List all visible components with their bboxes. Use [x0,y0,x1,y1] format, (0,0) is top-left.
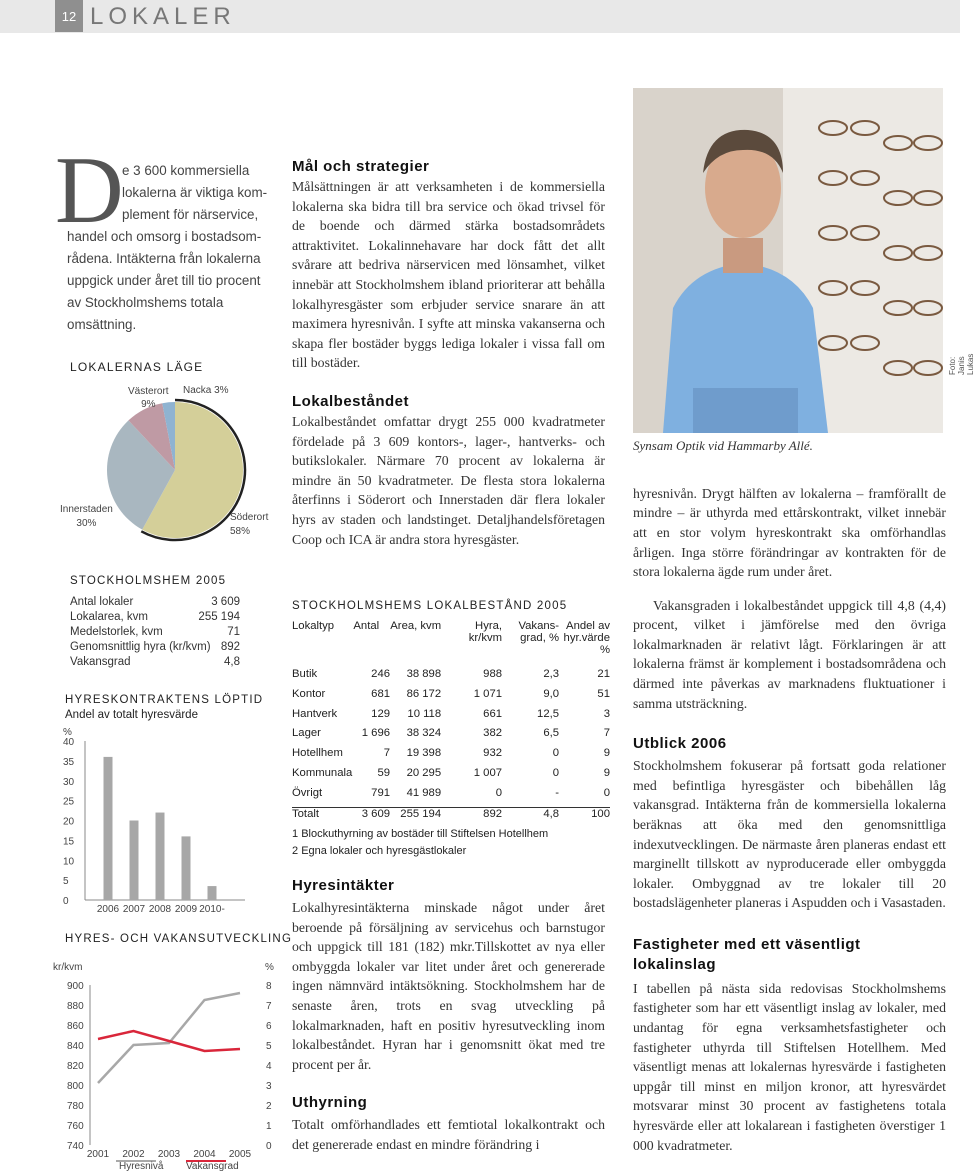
table-cell: 1 071 [473,687,503,700]
table-cell: 7 [383,747,391,760]
line-y-tick-left: 740 [67,1141,84,1152]
line-x-tick: 2004 [193,1149,216,1160]
line-y-tick-left: 860 [67,1021,84,1032]
intro-line: handel och omsorg i bostadsom- [67,229,262,244]
stats-row [70,595,240,610]
table-cell: 988 [483,668,503,680]
stats-row [70,625,240,640]
table-cell: 0 [603,786,610,799]
line-x-tick: 2002 [122,1149,145,1160]
stats-label: Medelstorlek, kvm [70,626,163,638]
line-series-hyresniva [98,993,240,1083]
th-hyra: Hyra, kr/kvm [468,620,503,644]
paragraph-lokalbestand: Lokalbeståndet omfattar drygt 255 000 kvadratmeter fördelade på 3 609 kontors-, lager-, hantverks- och butikslokaler. Närmare 70 procent av lokalerna är mindre än 50 kvadratmeter. De flesta stora lokalerna återfinns i Söderort och Innerstaden där flera lokaler hyrs av staden och landstinget. Detaljhandelsföretagen Coop och ICA är andra stora hyresgäster. [292,413,605,547]
line-y-tick-left: 820 [67,1061,84,1072]
stats-row [70,640,240,655]
section-title: LOKALER [90,3,236,30]
table-cell: Övrigt [292,786,323,799]
heading-mal: Mål och strategier [292,158,430,175]
line-y-tick-left: 800 [67,1081,84,1092]
stats-label: Antal lokaler [70,596,134,608]
bar [104,757,113,900]
table-cell: 21 [597,668,610,680]
intro-line: e 3 600 kommersiella [122,163,250,178]
bar-y-unit: % [63,727,72,738]
stats-label: Vakansgrad [70,656,131,668]
bar-y-tick: 40 [63,737,75,748]
table-cell: 41 989 [406,786,442,799]
bar [182,836,191,900]
pie-label-innerstaden [60,503,113,531]
paragraph-utblick: Stockholmshem fokuserar på fortsatt goda relationer med befintliga hyresgäster och bibehållen låg vakansgrad. Intäkterna från de kommersiella lokalerna beräknas att öka med den genomsnittliga indexutvecklingen. De närmaste åren planeras endast ett marginellt tillskott av nyproducerade eller ombyggda lokaler. Ombyggnad av tre lokaler till 20 bostadslägenheter planeras i Aspudden och i Vasastaden. [633,758,946,911]
table-cell: 661 [483,707,503,720]
line-y-tick-right: 7 [266,1001,272,1012]
stats-value: 255 194 [198,611,240,623]
pie-label-soderort-name: Söderort [230,512,269,523]
heading-hyresintakter: Hyresintäkter [292,877,395,894]
stats-label: Genomsnittlig hyra (kr/kvm) [70,641,211,653]
line-y-tick-right: 3 [266,1081,272,1092]
bar-y-tick: 35 [63,756,75,768]
intro-line: omsättning. [67,317,137,332]
intro-line: rådena. Intäkterna från lokalerna [67,251,261,266]
table-cell: Hantverk [292,707,338,720]
legend-label: Vakansgrad [186,1161,239,1172]
table-cell: Totalt [292,807,353,827]
paragraph-hyresniva: hyresnivån. Drygt hälften av lokalerna – framförallt de mindre – är uthyrda med ettårskontrakt, vilket innebär att en stor volym hyreskontrakt ska omförhandlas årligen. Inga större förändringar av kontrakten för de stora lokalerna ägde rum under året. [633,485,946,580]
pie-label-vasterort [128,385,169,411]
table-cell: 9 [603,766,610,779]
table-cell: Hotellhem [292,747,343,760]
lokal-table [292,620,610,827]
photo-optician [633,88,943,433]
intro-line: plement för närservice, [122,207,259,222]
pie-label-soderort [230,511,268,539]
stats-title: STOCKHOLMSHEM 2005 [70,575,227,587]
footnote-2 [292,843,548,860]
table-row [292,767,610,787]
table-cell: 59 [377,766,391,779]
footnote-1 [292,826,548,843]
table-cell: 19 398 [406,747,442,760]
line-y-tick-right: 1 [266,1121,272,1132]
table-row [292,688,610,708]
table-cell: 6,5 [543,727,560,740]
table-cell: 246 [371,668,391,680]
table-cell: 2,3 [543,668,560,680]
line-series-vakansgrad [98,1031,240,1051]
bar [130,821,139,901]
table-row [292,747,610,767]
line-y-tick-right: 6 [266,1021,272,1032]
bar-subtitle: Andel av totalt hyresvärde [65,709,198,721]
footnote-2-text: Egna lokaler och hyresgästlokaler [301,845,467,857]
table-cell: 0 [552,747,560,760]
table-cell: 9,0 [543,687,560,700]
line-x-tick: 2005 [228,1149,252,1160]
paragraph-fastigheter: I tabellen på nästa sida redovisas Stockholmshems fastigheter som har ett väsentligt inslag av lokaler, med undantag för egna verksamhetsfastigheter och fastigheter uthyrda till Stiftelsen Hotellhem. Med väsentligt menas att lokalernas hyresvärde i fastigheten uppgår till minst en miljon kronor, att hyresvärdet motsvarar minst 30 procent av fastighetens totala hyresvärde eller att lokalarean i fastigheten överstiger 1 000 kvadratmeter. [633,980,946,1153]
pie-label-soderort-pct: 58% [230,526,251,537]
table-header-row [292,620,610,668]
column-2-lower [292,877,605,1155]
table-cell: 38 898 [406,668,442,680]
stats-row [70,655,240,670]
paragraph-vakansgrad: Vakansgraden i lokalbeståndet uppgick till 4,8 (4,4) procent, vilket i jämförelse med den övriga lokalmarknaden är relativt lågt. Förklaringen är att lokalerna främst är komplement i bostadsområdena och därmed inte påverkas av marknadens fluktuationer i samma utsträckning. [633,597,946,711]
bar-x-tick: 2009 [174,904,198,915]
footnotes [292,826,548,860]
th-andel: Andel av hyr.värde % [563,620,610,656]
th-area: Area, kvm [390,620,442,632]
bar-x-tick: 2010- [199,904,225,915]
table-cell: 932 [483,747,503,760]
bar-y-tick: 0 [63,896,69,907]
line-y-tick-left: 780 [67,1101,84,1112]
table-cell: 3 [603,707,610,720]
photo-credit: Foto: Janis Lukas [948,353,975,375]
table-cell: 86 172 [406,687,442,700]
stats-value: 4,8 [224,656,240,668]
line-x-tick: 2003 [157,1149,181,1160]
table-row [292,708,610,728]
table-cell: 38 324 [406,727,442,740]
footnote-1-mark: 1 [292,828,299,840]
bar-y-tick: 10 [63,856,75,868]
table-cell: Butik [292,668,318,680]
bar [208,886,217,900]
line-y-tick-left: 840 [67,1041,84,1052]
paragraph-uthyrning: Totalt omförhandlades ett femtiotal lokalkontrakt och det genererade endast en mindre förändring i [292,1117,605,1152]
th-vakansgrad: Vakans- grad, % [518,620,560,644]
stats-value: 892 [220,641,240,653]
stats-box [70,575,240,670]
table-cell: Kommunala [292,766,353,779]
bar-x-tick: 2006 [96,904,120,915]
pie-label-innerstaden-pct: 30% [76,518,97,529]
table-cell: 255 194 [390,807,451,827]
table-cell: 20 295 [406,766,442,779]
bar [156,813,165,900]
table-cell: 0 [495,786,503,799]
stats-value: 71 [227,626,240,638]
heading-uthyrning: Uthyrning [292,1094,368,1112]
line-y-tick-right: 2 [266,1101,272,1112]
bar-x-tick: 2007 [122,904,146,915]
table-cell: 9 [603,747,610,760]
page-number: 12 [55,0,83,32]
heading-lokalbestand: Lokalbeståndet [292,392,410,410]
table-cell: 100 [559,807,610,827]
table-cell: 1 007 [473,766,503,779]
table-cell: 4,8 [502,807,559,827]
line-y-tick-right: 5 [266,1041,272,1052]
bar-y-tick: 25 [63,796,75,808]
line-y-tick-left: 880 [67,1001,84,1012]
line-y-tick-right: 4 [266,1061,272,1072]
lokal-table-grid [292,620,610,827]
bar-y-tick: 15 [63,836,75,848]
table-row [292,668,610,688]
table-cell: 1 696 [361,727,391,740]
line-chart [50,955,285,1170]
stats-label: Lokalarea, kvm [70,611,148,623]
bar-y-tick: 5 [63,876,69,888]
table-cell: 10 118 [407,707,442,720]
table-cell: Lager [292,727,321,740]
intro-line: lokalerna är viktiga kom- [122,185,268,200]
intro-line: uppgick under året till tio procent [67,273,261,288]
photo-caption: Synsam Optik vid Hammarby Allé. [633,438,813,453]
table-cell: 0 [552,766,560,779]
intro-line: av Stockholmshems totala [67,295,224,310]
bar-title: HYRESKONTRAKTENS LÖPTID [65,694,264,706]
heading-utblick: Utblick 2006 [633,735,727,753]
pie-label-innerstaden-name: Innerstaden [60,504,113,515]
th-antal: Antal [353,620,380,632]
bar-y-tick: 20 [63,816,75,828]
paragraph-mal: Målsättningen är att verksamheten i de kommersiella lokalerna ska bidra till bra service och ökad trivsel för de boende och därmed stärka bostadsområdets attraktivitet. Lokalinnehavare har dock fått det allt svårare att bedriva närservicen med lönsamhet, vilket innebär att Stockholmshem ibland prioriterar att behålla lokalhyresgäster som erbjuder service snarare än att maximera hyresnivån. I syfte att minska vakanserna och skapa fler bostäder byggs lediga lokaler i vissa fall om till bostäder. [292,179,605,371]
footnote-2-mark: 2 [292,845,299,857]
column-2 [292,158,605,549]
line-title: HYRES- OCH VAKANSUTVECKLING [65,933,293,945]
line-y-tick-right: 8 [266,981,272,992]
pie-label-vasterort-pct: 9% [141,399,156,410]
stats-row [70,610,240,625]
photo-illustration [633,88,943,433]
table-title: STOCKHOLMSHEMS LOKALBESTÅND 2005 [292,600,568,612]
drop-cap: D [55,137,124,243]
table-cell: Kontor [292,687,326,700]
paragraph-hyresintakter: Lokalhyresintäkterna minskade något under året beroende på försäljning av servicehus och barnstugor och uppgick till 181 (182) mkr.Tillskottet av nya eller ombyggda lokaler var litet under året och genererade ingen nämnvärd intäktsökning. Stockholmshem har de senaste åren, trots en svag utveckling på lokalmarknaden, haft en positiv hyresutveckling inom lokalbeståndet. Hyran har i genomsnitt ökat med tre procent per år. [292,900,605,1072]
table-cell: 681 [371,687,391,700]
line-y-unit-left: kr/kvm [53,962,83,973]
table-cell: 12,5 [537,707,560,720]
line-x-tick: 2001 [86,1149,110,1160]
intro-text [67,160,272,336]
pie-label-nacka: Nacka 3% [183,385,229,396]
bar-y-tick: 30 [63,776,75,788]
table-row [292,787,610,807]
table-cell: 7 [603,727,610,740]
table-cell: 791 [371,786,391,799]
pie-title: LOKALERNAS LÄGE [70,360,204,374]
pie-label-vasterort-name: Västerort [128,386,169,397]
table-row [292,727,610,747]
bar-x-tick: 2008 [148,904,172,915]
table-cell: 382 [483,727,503,740]
table-row [292,807,610,827]
bar-chart [55,725,255,920]
footnote-1-text: Blockuthyrning av bostäder till Stiftelsen Hotellhem [301,828,549,840]
table-cell: - [555,786,560,799]
line-y-tick-right: 0 [266,1141,272,1152]
table-cell: 51 [597,687,610,700]
table-cell: 3 609 [353,807,390,827]
table-cell: 129 [371,707,391,720]
line-y-unit-right: % [265,962,274,973]
table-cell: 892 [451,807,502,827]
line-y-tick-left: 900 [67,981,84,992]
line-y-tick-left: 760 [67,1121,84,1132]
th-lokaltyp: Lokaltyp [292,620,335,632]
column-3 [633,470,946,1169]
stats-value: 3 609 [211,596,240,608]
heading-fastigheter: Fastigheter med ett väsentligt lokalinslag [633,935,861,973]
legend-label: Hyresnivå [119,1161,164,1172]
